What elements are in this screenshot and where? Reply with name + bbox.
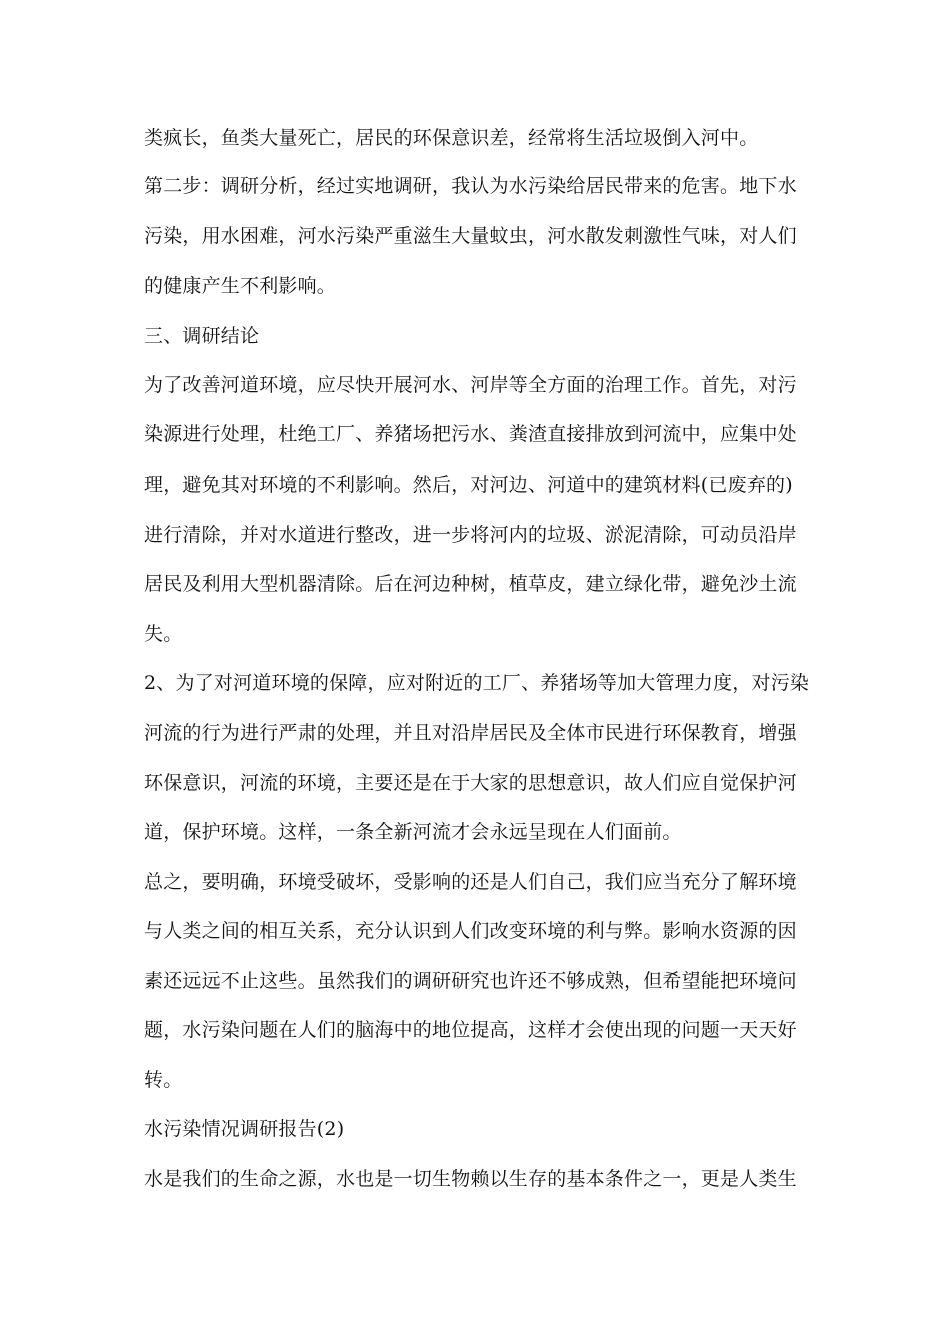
text-line: 总之，要明确，环境受破坏，受影响的还是人们自己，我们应当充分了解环境 bbox=[144, 871, 797, 893]
text-line: 理，避免其对环境的不利影响。然后，对河边、河道中的建筑材料(已废弃的) bbox=[144, 474, 793, 496]
text-line: 道，保护环境。这样，一条全新河流才会永远呈现在人们面前。 bbox=[144, 821, 682, 843]
text-line: 与人类之间的相互关系，充分认识到人们改变环境的利与弊。影响水资源的因 bbox=[144, 920, 797, 942]
text-line: 2、为了对河道环境的保障，应对附近的工厂、养猪场等加大管理力度，对污染 bbox=[144, 672, 810, 694]
text-line: 题，水污染问题在人们的脑海中的地位提高，这样才会使出现的问题一天天好 bbox=[144, 1019, 797, 1041]
text-line: 素还远远不止这些。虽然我们的调研研究也许还不够成熟，但希望能把环境问 bbox=[144, 970, 797, 992]
text-line: 为了改善河道环境，应尽快开展河水、河岸等全方面的治理工作。首先，对污 bbox=[144, 374, 797, 396]
text-line: 进行清除，并对水道进行整改，进一步将河内的垃圾、淤泥清除，可动员沿岸 bbox=[144, 524, 797, 546]
text-line: 第二步：调研分析，经过实地调研，我认为水污染给居民带来的危害。地下水 bbox=[144, 175, 797, 197]
text-line: 失。 bbox=[144, 623, 183, 645]
text-line: 水是我们的生命之源，水也是一切生物赖以生存的基本条件之一，更是人类生 bbox=[144, 1168, 797, 1190]
text-line: 环保意识，河流的环境，主要还是在于大家的思想意识，故人们应自觉保护河 bbox=[144, 772, 797, 794]
section-heading: 三、调研结论 bbox=[144, 325, 260, 347]
text-line: 转。 bbox=[144, 1069, 183, 1091]
text-line: 河流的行为进行严肃的处理，并且对沿岸居民及全体市民进行环保教育，增强 bbox=[144, 722, 797, 744]
text-line: 的健康产生不利影响。 bbox=[144, 275, 337, 297]
section-title: 水污染情况调研报告(2) bbox=[144, 1118, 345, 1140]
text-line: 染源进行处理，杜绝工厂、养猪场把污水、粪渣直接排放到河流中，应集中处 bbox=[144, 423, 797, 445]
text-line: 污染，用水困难，河水污染严重滋生大量蚊虫，河水散发刺激性气味，对人们 bbox=[144, 225, 797, 247]
text-line: 居民及利用大型机器清除。后在河边种树，植草皮，建立绿化带，避免沙土流 bbox=[144, 573, 797, 595]
text-line: 类疯长，鱼类大量死亡，居民的环保意识差，经常将生活垃圾倒入河中。 bbox=[144, 127, 759, 149]
